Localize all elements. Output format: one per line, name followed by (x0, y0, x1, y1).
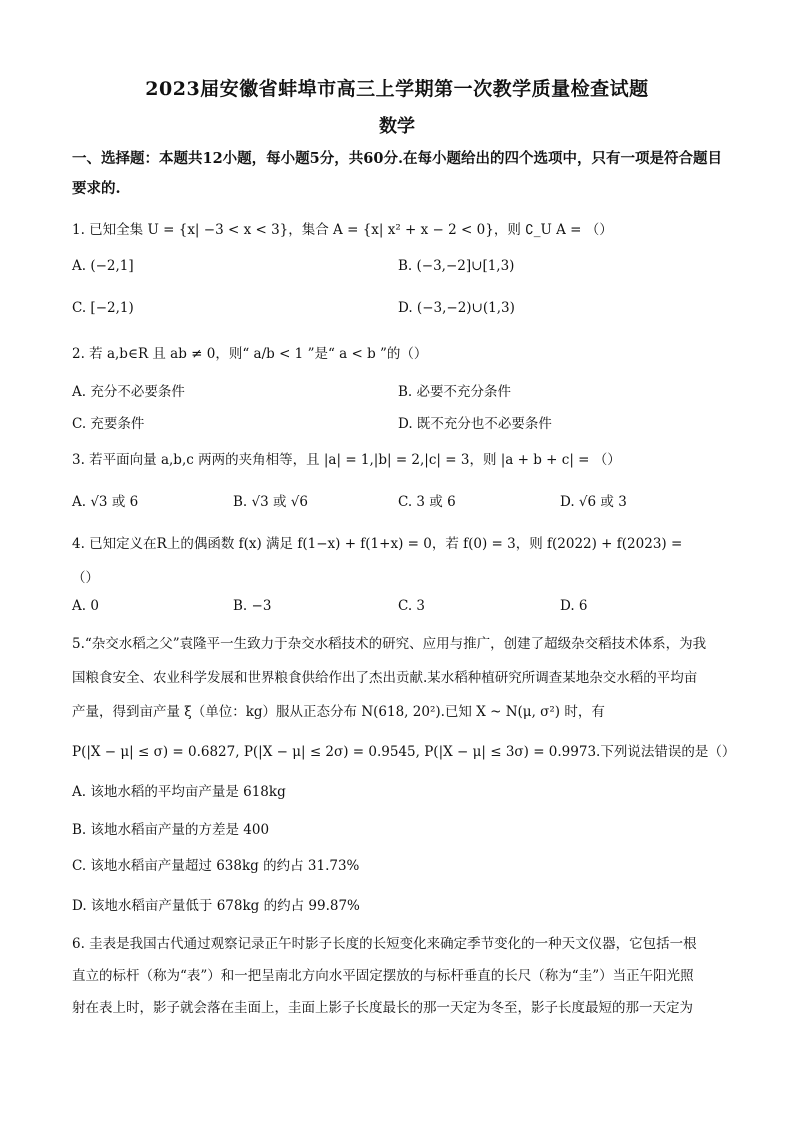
question-6-line-1: 6. 圭表是我国古代通过观察记录正午时影子长度的长短变化来确定季节变化的一种天文仪器，它包括一根 (72, 936, 697, 952)
question-5-option-b: B. 该地水稻亩产量的方差是 400 (72, 822, 270, 838)
question-2-option-c: C. 充要条件 (72, 416, 145, 432)
section-heading: 一、选择题：本题共12小题，每小题5分，共60分.在每小题给出的四个选项中，只有一项是符合题目要求的. (72, 150, 722, 197)
question-5-option-c: C. 该地水稻亩产量超过 638kg 的约占 31.73% (72, 858, 360, 874)
question-2-option-d: D. 既不充分也不必要条件 (398, 416, 552, 432)
question-6-line-2: 直立的标杆（称为“表”）和一把呈南北方向水平固定摆放的与标杆垂直的长尺（称为“圭”）当正午阳光照 (72, 968, 694, 984)
question-4-stem: 4. 已知定义在R上的偶函数 f(x) 满足 f(1−x) + f(1+x) = 0，若 f(0) = 3，则 f(2022) + f(2023) = (72, 536, 683, 552)
question-5-option-a: A. 该地水稻的平均亩产量是 618kg (72, 784, 286, 800)
question-1-option-a: A. (−2,1] (72, 258, 134, 274)
question-3-option-b: B. √3 或 √6 (233, 494, 308, 510)
question-2-stem: 2. 若 a,b∈R 且 ab ≠ 0，则“ a/b < 1 ”是“ a < b ”的（） (72, 346, 428, 362)
question-4-stem-continued: （） (72, 570, 99, 586)
question-4-option-b: B. −3 (233, 598, 272, 614)
question-3-option-a: A. √3 或 6 (72, 494, 139, 510)
question-2-option-a: A. 充分不必要条件 (72, 384, 185, 400)
question-1-option-b: B. (−3,−2]∪[1,3) (398, 258, 515, 274)
question-5-line-4: P(|X − μ| ≤ σ) = 0.6827, P(|X − μ| ≤ 2σ) = 0.9545, P(|X − μ| ≤ 3σ) = 0.9973.下列说法错误的是（） (72, 744, 736, 760)
page-title: 2023届安徽省蚌埠市高三上学期第一次教学质量检查试题 (145, 78, 649, 100)
question-3-option-c: C. 3 或 6 (398, 494, 456, 510)
question-5-option-d: D. 该地水稻亩产量低于 678kg 的约占 99.87% (72, 898, 360, 914)
question-5-line-3: 产量，得到亩产量 ξ（单位：kg）服从正态分布 N(618, 20²).已知 X ~ N(μ, σ²) 时，有 (72, 704, 605, 720)
question-1-option-c: C. [−2,1) (72, 300, 134, 316)
question-2-option-b: B. 必要不充分条件 (398, 384, 512, 400)
question-5-line-1: 5.“杂交水稻之父”袁隆平一生致力于杂交水稻技术的研究、应用与推广，创建了超级杂交稻技术体系，为我 (72, 636, 707, 652)
question-4-option-c: C. 3 (398, 598, 426, 614)
question-3-stem: 3. 若平面向量 a,b,c 两两的夹角相等，且 |a| = 1,|b| = 2,|c| = 3，则 |a + b + c| = （） (72, 452, 621, 468)
question-1-stem: 1. 已知全集 U = {x| −3 < x < 3}，集合 A = {x| x² + x − 2 < 0}，则 ∁_U A = （） (72, 222, 613, 238)
question-4-option-d: D. 6 (560, 598, 588, 614)
question-4-option-a: A. 0 (72, 598, 99, 614)
subject-heading: 数学 (379, 116, 415, 137)
question-1-option-d: D. (−3,−2)∪(1,3) (398, 300, 515, 316)
question-6-line-3: 射在表上时，影子就会落在圭面上，圭面上影子长度最长的那一天定为冬至，影子长度最短的那一天定为 (72, 1000, 693, 1016)
question-5-line-2: 国粮食安全、农业科学发展和世界粮食供给作出了杰出贡献.某水稻种植研究所调查某地杂交水稻的平均亩 (72, 670, 698, 686)
question-3-option-d: D. √6 或 3 (560, 494, 627, 510)
